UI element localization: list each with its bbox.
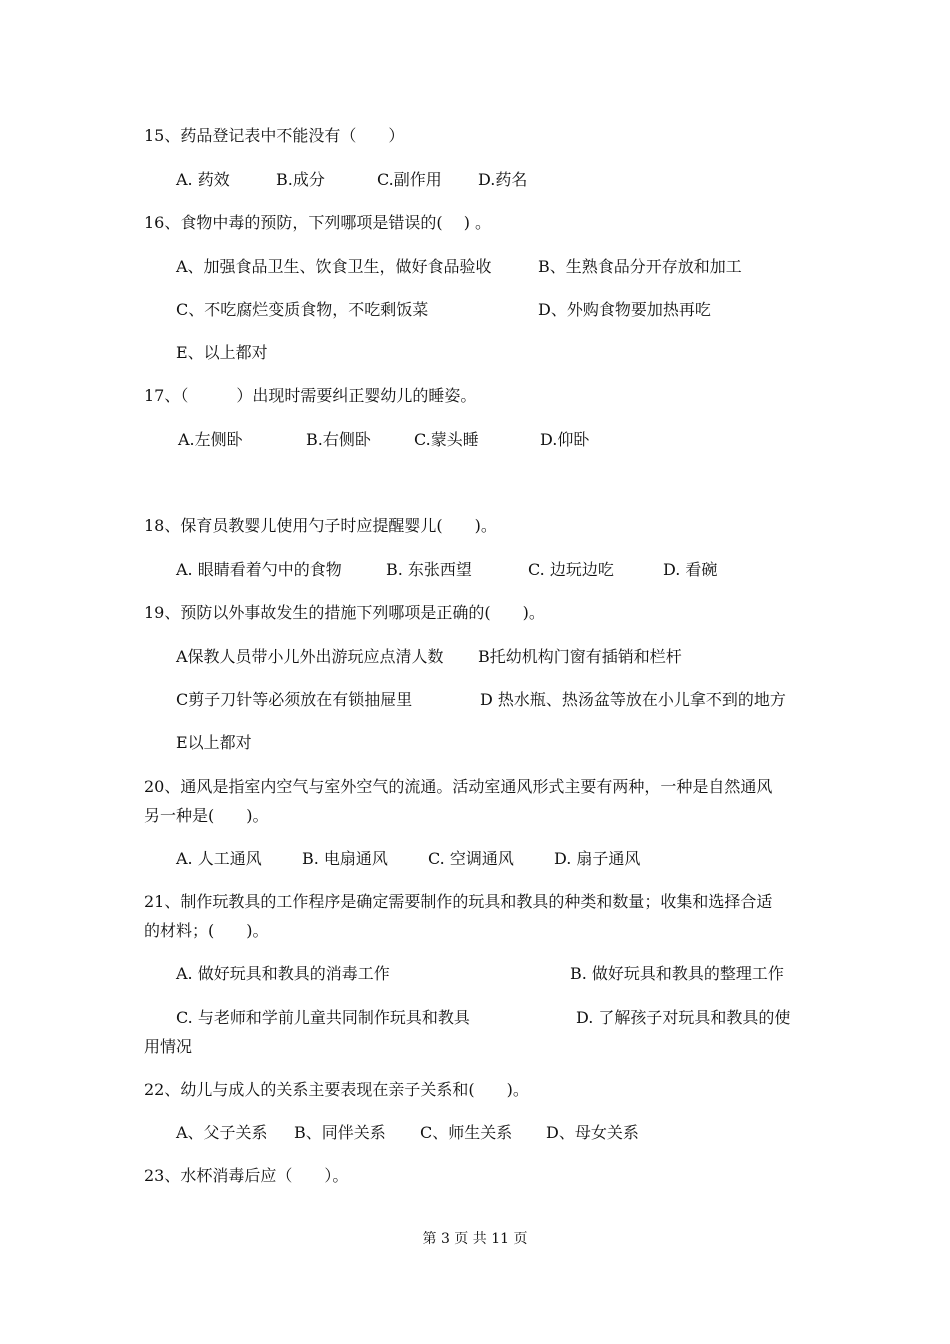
question-21-cont: 的材料；( )。 [144,921,269,940]
option-d: D、外购食物要加热再吃 [538,300,711,319]
option-d: D. 了解孩子对玩具和教具的使 [576,1008,791,1027]
option-c: C、不吃腐烂变质食物，不吃剩饭菜 [176,300,429,319]
option-d-cont: 用情况 [144,1037,193,1056]
page-footer: 第 3 页 共 11 页 [422,1231,528,1247]
option-b: B.成分 [276,170,325,189]
option-d: D.药名 [478,170,528,189]
question-20-cont: 另一种是( )。 [144,806,269,825]
option-c: C.蒙头睡 [414,430,479,449]
option-c: C. 与老师和学前儿童共同制作玩具和教具 [176,1008,470,1027]
option-c: C.副作用 [377,170,442,189]
question-18: 18、保育员教婴儿使用勺子时应提醒婴儿( )。 [144,516,497,535]
option-b: B、同伴关系 [294,1123,386,1142]
option-c: C、师生关系 [420,1123,513,1142]
option-a: A保教人员带小儿外出游玩应点清人数 [176,647,444,666]
question-19: 19、预防以外事故发生的措施下列哪项是正确的( )。 [144,603,545,622]
question-16: 16、食物中毒的预防，下列哪项是错误的( ) 。 [144,213,492,232]
option-d: D.仰卧 [540,430,590,449]
option-b: B托幼机构门窗有插销和栏杆 [478,647,682,666]
option-b: B. 东张西望 [386,560,472,579]
option-a: A. 做好玩具和教具的消毒工作 [176,964,390,983]
question-15: 15、药品登记表中不能没有（ ） [144,126,405,145]
option-a: A. 眼睛看着勺中的食物 [176,560,342,579]
option-b: B.右侧卧 [306,430,371,449]
option-c: C. 边玩边吃 [528,560,614,579]
option-b: B、生熟食品分开存放和加工 [538,257,742,276]
option-a: A. 药效 [176,170,230,189]
option-d: D. 看碗 [663,560,718,579]
option-b: B. 做好玩具和教具的整理工作 [570,964,784,983]
question-17: 17、（ ）出现时需要纠正婴幼儿的睡姿。 [144,386,477,405]
option-a: A.左侧卧 [178,430,243,449]
option-d: D、母女关系 [546,1123,639,1142]
option-b: B. 电扇通风 [302,849,388,868]
option-a: A. 人工通风 [176,849,262,868]
question-22: 22、幼儿与成人的关系主要表现在亲子关系和( )。 [144,1080,529,1099]
option-a: A、加强食品卫生、饮食卫生，做好食品验收 [176,257,492,276]
option-a: A、父子关系 [176,1123,268,1142]
option-c: C剪子刀针等必须放在有锁抽屉里 [176,690,413,709]
option-c: C. 空调通风 [428,849,514,868]
option-e: E以上都对 [176,733,252,752]
question-20: 20、通风是指室内空气与室外空气的流通。活动室通风形式主要有两种，一种是自然通风 [144,777,773,796]
option-e: E、以上都对 [176,343,268,362]
option-d: D. 扇子通风 [554,849,641,868]
question-23: 23、水杯消毒后应（ ）。 [144,1166,349,1185]
option-d: D 热水瓶、热汤盆等放在小儿拿不到的地方 [480,690,786,709]
question-21: 21、制作玩教具的工作程序是确定需要制作的玩具和教具的种类和数量；收集和选择合适 [144,892,773,911]
